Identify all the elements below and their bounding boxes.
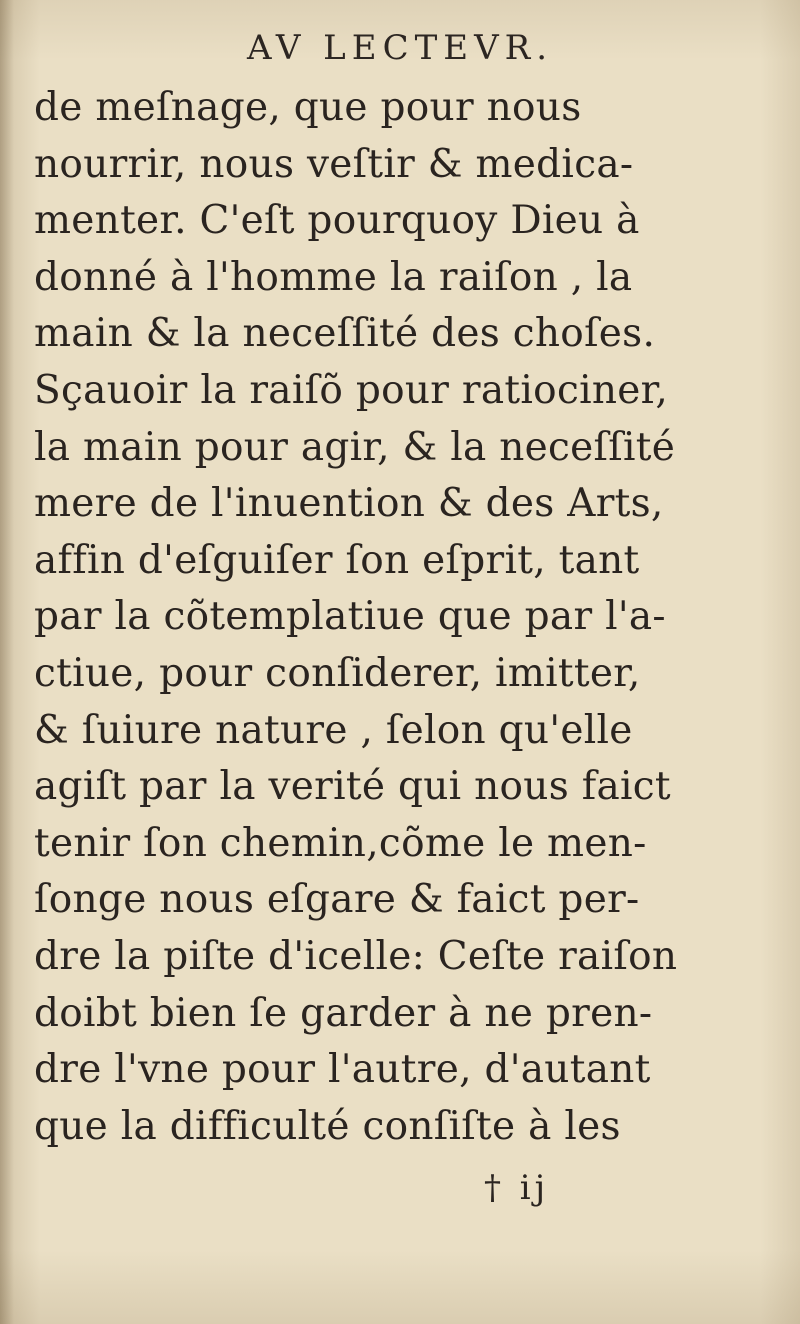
text-line: doibt bien ſe garder à ne pren- [34, 990, 653, 1036]
text-line: & ſuiure nature , ſelon qu'elle [34, 707, 633, 753]
body-text [34, 80, 764, 1155]
text-line: nourrir, nous veſtir & medica- [34, 141, 634, 187]
text-line: de meſnage, que pour nous [34, 85, 582, 130]
text-line: la main pour agir, & la neceſſité [34, 424, 676, 470]
text-line: agiſt par la verité qui nous faict [34, 764, 671, 810]
text-line: donné à l'homme la raiſon , la [34, 254, 633, 300]
text-line: ſonge nous eſgare & faict per- [34, 877, 640, 923]
text-line: mere de l'inuention & des Arts, [34, 481, 664, 527]
text-line: dre la piſte d'icelle: Ceſte raiſon [34, 933, 678, 979]
signature-mark: † ij [484, 1168, 550, 1208]
text-line: tenir ſon chemin,cõme le men- [34, 820, 647, 866]
running-head: AV LECTEVR. [246, 28, 554, 68]
text-line: affin d'eſguiſer ſon eſprit, tant [34, 537, 640, 583]
page-gutter-shadow [0, 0, 14, 1324]
text-line: dre l'vne pour l'autre, d'autant [34, 1047, 651, 1093]
text-line: menter. C'eſt pourquoy Dieu à [34, 198, 640, 244]
text-line: Sçauoir la raiſõ pour ratiociner, [34, 367, 669, 413]
text-line: main & la neceſſité des choſes. [34, 311, 656, 357]
text-line: par la cõtemplatiue que par l'a- [34, 594, 666, 640]
text-line: ctiue, pour conſiderer, imitter, [34, 650, 641, 696]
text-line: que la difficulté conſiſte à les [34, 1103, 621, 1149]
